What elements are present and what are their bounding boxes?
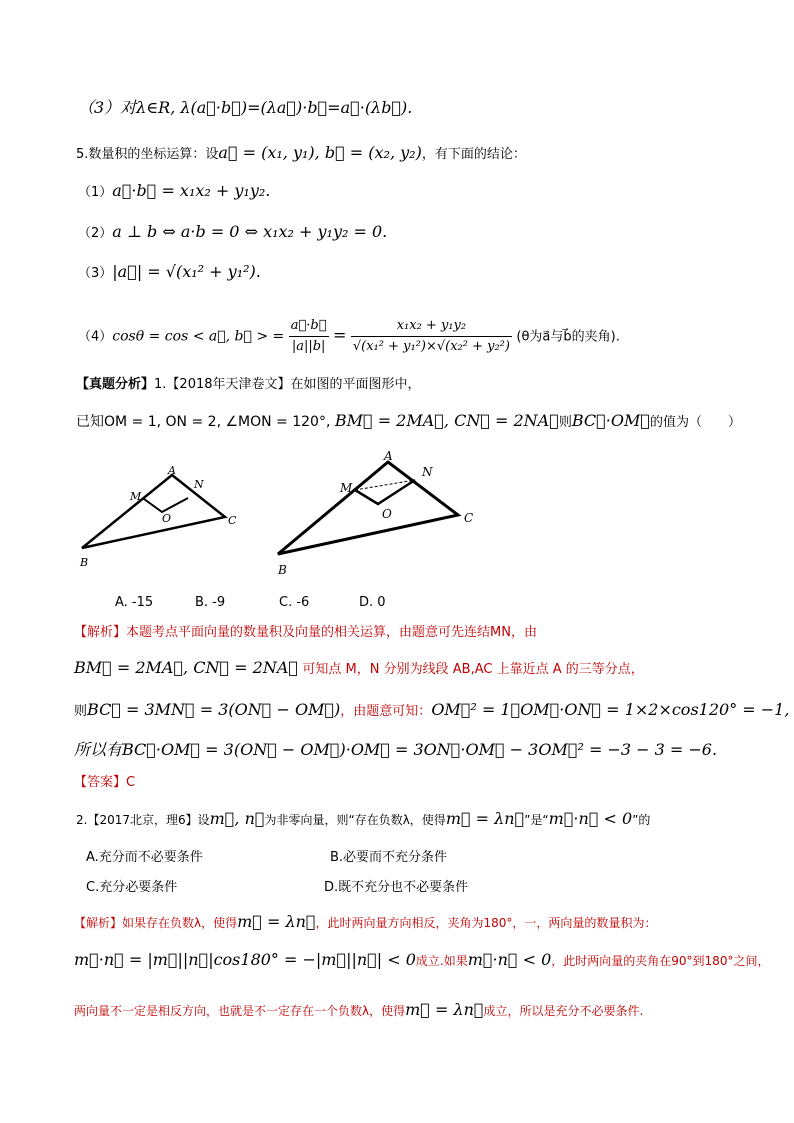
result-3 [78, 262, 261, 284]
figure-large [277, 450, 473, 577]
question-1-target: BC⃗·OM⃗ [571, 411, 650, 430]
answer-1-line-1 [74, 622, 537, 643]
q1-option-c: C. -6 [279, 595, 310, 610]
question-2-end: ”的 [632, 813, 651, 827]
answer-1-line-4 [74, 740, 717, 761]
answer-2-line-3 [74, 1000, 643, 1021]
fraction-1-numerator: a⃗·b⃗ [289, 316, 329, 337]
question-1-then: 则 [558, 415, 572, 430]
question-1-source: 1.【2018年天津卷文】在如图的平面图形中， [154, 377, 421, 392]
answer-1-known: ，由题意可知： [340, 704, 432, 719]
answer-1-line-3 [74, 700, 789, 722]
answer-2-not-opposite: 两向量不一定是相反方向，也就是不一定存在一个负数λ，使得 [74, 1004, 406, 1018]
answer-2-line-2 [74, 950, 769, 971]
question-1-heading [76, 374, 421, 395]
question-2-cond: m⃗·n⃗ < 0 [548, 809, 633, 828]
analysis-tag: 【真题分析】 [76, 377, 155, 392]
label-b-large: B [278, 563, 287, 577]
q2-option-b: B.必要而不充分条件 [330, 850, 448, 865]
result-4-note: (θ为a⃗与b⃗的夹角). [516, 329, 620, 345]
q1-option-b: B. -9 [195, 595, 226, 610]
answer-1-choice: 【答案】C [74, 775, 136, 790]
given-conditions: 已知OM = 1, ON = 2, ∠MON = 120°, [76, 414, 331, 430]
answer-1-vectors: BM⃗ = 2MA⃗, CN⃗ = 2NA⃗ [74, 658, 298, 677]
q1-option-a: A. -15 [115, 595, 154, 610]
answer-2-tag: 【解析】 [74, 916, 123, 930]
result-4-label: （4） [78, 329, 113, 345]
q2-option-d: D.既不充分也不必要条件 [324, 880, 469, 895]
question-2-stem [76, 809, 650, 830]
answer-2-cond: m⃗·n⃗ < 0 [467, 950, 552, 969]
result-2-formula: a ⊥ b ⇔ a·b = 0 ⇔ x₁x₂ + y₁y₂ = 0. [112, 222, 388, 241]
label-a-large: A [384, 450, 393, 463]
answer-2-product: m⃗·n⃗ = |m⃗||n⃗|cos180° = −|m⃗||n⃗| < 0 [74, 950, 416, 969]
answer-2-opposite: ，此时两向量方向相反，夹角为180°，一，两向量的数量积为： [315, 916, 657, 930]
fraction-2-denominator: √(x₁² + y₁²)×√(x₂² + y₂²) [352, 339, 510, 354]
answer-1-then: 则 [74, 704, 88, 719]
section-5-heading [76, 143, 526, 165]
q1-option-d: D. 0 [359, 595, 386, 610]
result-2-label: （2） [78, 226, 113, 241]
label-n-small: N [194, 478, 204, 491]
section-5-title: 5.数量积的坐标运算：设 [76, 147, 219, 162]
result-1-label: （1） [78, 185, 113, 200]
label-c-large: C [464, 511, 474, 525]
question-2-eq: m⃗ = λn⃗ [445, 809, 525, 828]
property-3-text: （3）对λ∈R, λ(a⃗·b⃗)=(λa⃗)·b⃗=a⃗·(λb⃗). [78, 98, 413, 117]
answer-1-intro: 【解析】本题考点平面向量的数量积及向量的相关运算，由题意可先连结MN，由 [74, 625, 537, 640]
answer-1-bc: BC⃗ = 3MN⃗ = 3(ON⃗ − OM⃗) [87, 700, 341, 719]
section-5-vectors: a⃗ = (x₁, y₁), b⃗ = (x₂, y₂) [218, 143, 422, 162]
label-n-large: N [422, 465, 433, 479]
label-b-small: B [80, 556, 89, 569]
label-a-small: A [168, 464, 176, 477]
answer-2-eq: m⃗ = λn⃗ [237, 912, 316, 931]
question-1-tail: 的值为（ ） [649, 415, 741, 430]
result-4-lhs: cosθ = cos < a⃗, b⃗ > = [112, 328, 285, 345]
fraction-2-numerator: x₁x₂ + y₁y₂ [351, 316, 512, 337]
answer-1-line-2 [74, 658, 644, 680]
q2-option-c: C.充分必要条件 [86, 880, 178, 895]
answer-2-line-1 [74, 912, 656, 933]
result-4-equals: = [332, 325, 347, 345]
question-1-given [76, 411, 741, 433]
result-3-formula: |a⃗| = √(x₁² + y₁²). [112, 262, 261, 281]
fraction-1-denominator: |a||b| [291, 339, 326, 354]
result-4 [78, 316, 620, 357]
answer-1-result [74, 772, 135, 793]
result-1 [78, 181, 270, 203]
figure-small [79, 464, 237, 569]
question-1-figures [70, 450, 510, 580]
label-m-large: M [340, 481, 353, 495]
answer-1-conclusion: 所以有BC⃗·OM⃗ = 3(ON⃗ − OM⃗)·OM⃗ = 3ON⃗·OM⃗ − 3OM⃗² = −3 − 3 = −6. [74, 740, 718, 759]
question-2-mid: 为非零向量，则“存在负数λ，使得 [264, 813, 446, 827]
label-o-large: O [382, 507, 392, 521]
answer-2-eq-2: m⃗ = λn⃗ [405, 1000, 484, 1019]
answer-1-trisection: 可知点 M，N 分别为线段 AB,AC 上靠近点 A 的三等分点， [302, 662, 644, 677]
section-5-tail: ，有下面的结论： [421, 147, 526, 162]
quad-mon-small [144, 498, 188, 512]
result-1-formula: a⃗·b⃗ = x₁x₂ + y₁y₂. [112, 181, 271, 200]
label-m-small: M [130, 490, 142, 503]
result-4-fraction-2 [351, 316, 512, 357]
answer-2-holds: 成立.如果 [415, 954, 468, 968]
label-o-small: O [162, 512, 172, 525]
label-c-small: C [228, 514, 237, 527]
question-2-source: 2.【2017北京，理6】设 [76, 813, 210, 827]
answer-2-conclusion: 成立，所以是充分不必要条件. [483, 1004, 644, 1018]
given-vectors: BM⃗ = 2MA⃗, CN⃗ = 2NA⃗ [334, 411, 559, 430]
answer-1-values: OM⃗² = 1，OM⃗·ON⃗ = 1×2×cos120° = −1, [431, 700, 790, 719]
answer-2-angle: ，此时两向量的夹角在90°到180°之间， [551, 954, 770, 968]
property-3 [78, 98, 412, 119]
result-3-label: （3） [78, 266, 113, 281]
answer-2-intro: 如果存在负数λ，使得 [122, 916, 238, 930]
question-2-mn: m⃗, n⃗ [209, 809, 265, 828]
result-2 [78, 222, 387, 244]
question-2-is: ”是“ [524, 813, 549, 827]
result-4-fraction-1 [289, 316, 329, 357]
q2-option-a: A.充分而不必要条件 [86, 850, 203, 865]
